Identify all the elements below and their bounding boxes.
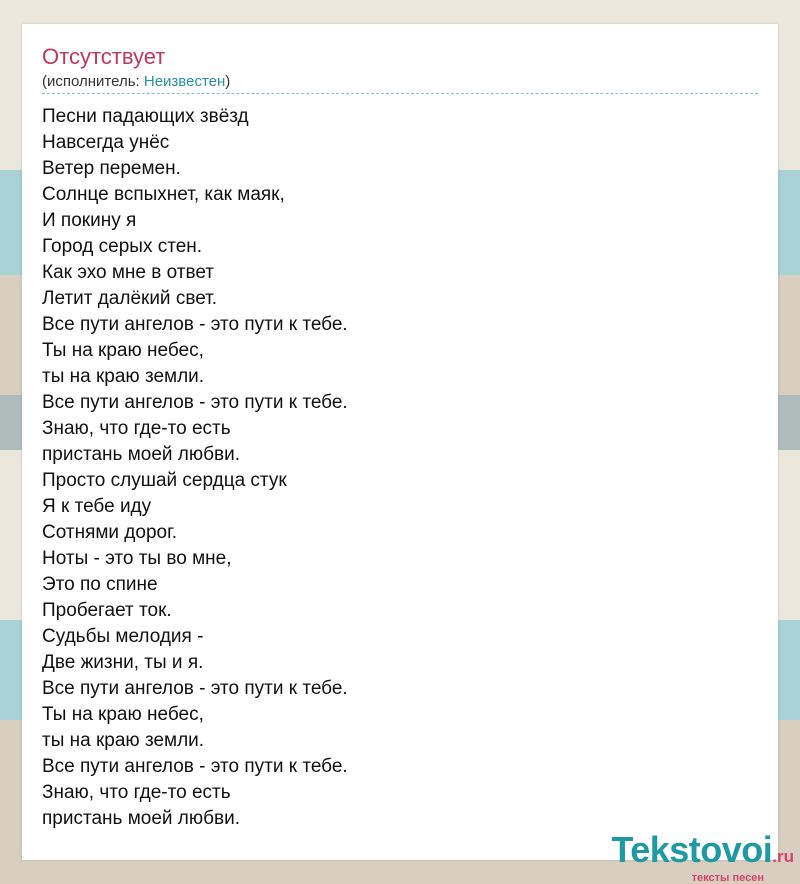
- lyric-line: пристань моей любви.: [42, 808, 240, 829]
- artist-prefix: (исполнитель:: [42, 73, 144, 90]
- artist-line: [42, 73, 230, 91]
- lyric-line: Судьбы мелодия -: [42, 626, 204, 647]
- lyric-line: Все пути ангелов - это пути к тебе.: [42, 314, 348, 335]
- logo-wordmark: [611, 831, 794, 876]
- lyric-line: Песни падающих звёзд: [42, 106, 249, 127]
- lyric-line: И покину я: [42, 210, 137, 231]
- lyric-line: Все пути ангелов - это пути к тебе.: [42, 756, 348, 777]
- lyric-line: Две жизни, ты и я.: [42, 652, 204, 673]
- title-divider: [42, 93, 758, 94]
- lyric-line: Навсегда унёс: [42, 132, 170, 153]
- lyric-line: Знаю, что где-то есть: [42, 418, 231, 439]
- song-title: Отсутствует: [42, 44, 166, 69]
- lyric-line: Ветер перемен.: [42, 158, 181, 179]
- lyric-line: Все пути ангелов - это пути к тебе.: [42, 678, 348, 699]
- lyric-line: ты на краю земли.: [42, 730, 205, 751]
- artist-suffix: ): [225, 73, 231, 90]
- lyric-line: Знаю, что где-то есть: [42, 782, 231, 803]
- lyric-line: Ноты - это ты во мне,: [42, 548, 232, 569]
- logo-tld: .ru: [772, 847, 794, 866]
- lyric-line: Ты на краю небес,: [42, 340, 204, 361]
- logo-name: Tekstovoi: [611, 829, 773, 870]
- lyric-line: Как эхо мне в ответ: [42, 262, 214, 283]
- logo-tagline: тексты песен: [691, 872, 764, 884]
- lyric-line: Пробегает ток.: [42, 600, 172, 621]
- lyric-line: Сотнями дорог.: [42, 522, 177, 543]
- lyrics-body: [42, 104, 348, 832]
- lyric-line: Я к тебе иду: [42, 496, 152, 517]
- lyric-line: Ты на краю небес,: [42, 704, 204, 725]
- site-logo[interactable]: [611, 831, 794, 884]
- lyric-line: ты на краю земли.: [42, 366, 205, 387]
- lyrics-card: [22, 24, 778, 860]
- artist-link[interactable]: Неизвестен: [143, 73, 226, 90]
- lyric-line: Все пути ангелов - это пути к тебе.: [42, 392, 348, 413]
- lyric-line: пристань моей любви.: [42, 444, 240, 465]
- lyric-line: Солнце вспыхнет, как маяк,: [42, 184, 285, 205]
- lyric-line: Это по спине: [42, 574, 158, 595]
- lyric-line: Просто слушай сердца стук: [42, 470, 287, 491]
- lyric-line: Летит далёкий свет.: [42, 288, 218, 309]
- lyric-line: Город серых стен.: [42, 236, 203, 257]
